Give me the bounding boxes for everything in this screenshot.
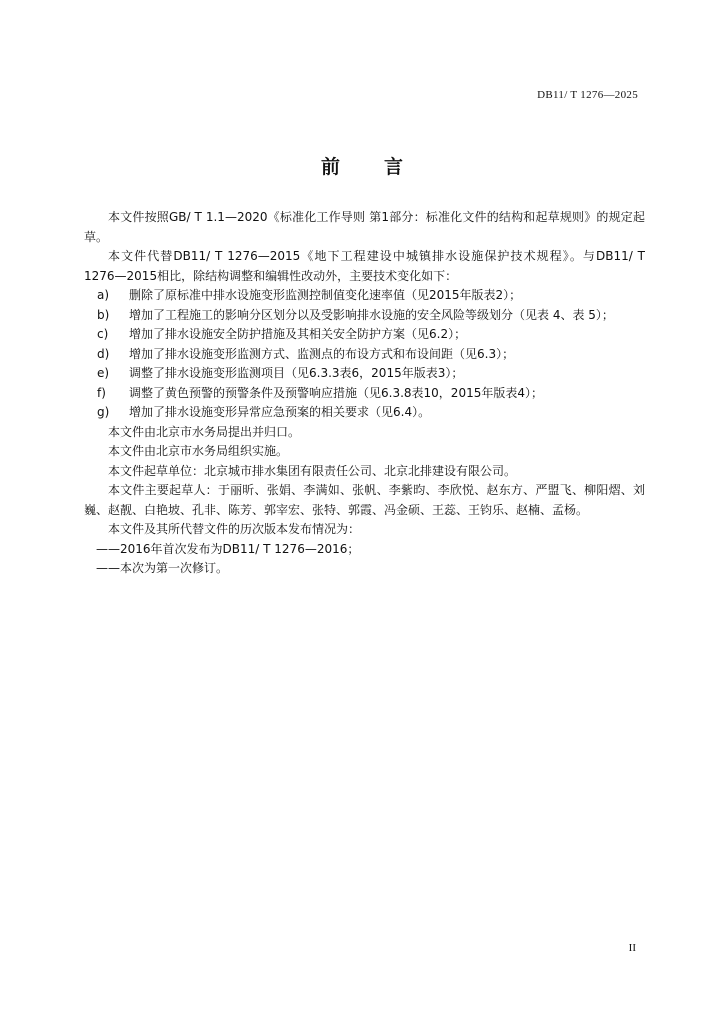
list-item-text: 调整了黄色预警的预警条件及预警响应措施（见6.3.8表10，2015年版表4）；	[129, 385, 543, 400]
history-item: ——本次为第一次修订。	[96, 561, 229, 575]
list-item	[84, 345, 645, 365]
paragraph-proposer: 本文件由北京市水务局提出并归口。	[108, 424, 301, 439]
list-item-label: f)	[97, 385, 106, 400]
page-number: II	[628, 942, 636, 954]
list-item	[84, 364, 645, 384]
list-item-label: g)	[97, 405, 110, 419]
list-item-label: a)	[97, 288, 110, 302]
list-item	[84, 306, 645, 326]
history-item: ——2016年首次发布为DB11/ T 1276—2016；	[96, 541, 360, 556]
paragraph-basis: 本文件按照GB/ T 1.1—2020《标准化工作导则 第1部分：标准化文件的结构和起草规则》的规定起草。	[84, 210, 645, 244]
changes-list	[84, 286, 645, 423]
list-item-text: 增加了排水设施变形异常应急预案的相关要求（见6.4）。	[129, 405, 431, 419]
list-item-text: 增加了工程施工的影响分区划分以及受影响排水设施的安全风险等级划分（见表 4、表 5）；	[129, 307, 614, 322]
list-item-text: 调整了排水设施变形监测项目（见6.3.3表6，2015年版表3）；	[129, 366, 464, 380]
title-char-2: 言	[384, 156, 404, 178]
foreword-body	[84, 208, 645, 579]
list-item-label: d)	[97, 346, 110, 361]
paragraph-replaces: 本文件代替DB11/ T 1276—2015《地下工程建设中城镇排水设施保护技术规程》。与DB11/ T 1276—2015相比，除结构调整和编辑性改动外，主要技术变化如下：	[84, 249, 645, 283]
document-code: DB11/ T 1276—2025	[537, 89, 638, 101]
paragraph-drafters: 本文件主要起草人：于丽昕、张娟、李满如、张帆、李紫昀、李欣悦、赵东方、严盟飞、柳阳熠、刘巍、赵靓、白艳坡、孔非、陈芳、郭宰宏、张特、郭霞、冯金硕、王蕊、王钧乐、赵楠、孟杨。	[84, 483, 645, 517]
list-item	[84, 286, 645, 306]
list-item	[84, 384, 645, 404]
page-title	[0, 152, 724, 179]
paragraph-history-intro: 本文件及其所代替文件的历次版本发布情况为：	[108, 522, 361, 536]
list-item-label: e)	[97, 366, 110, 380]
list-item	[84, 325, 645, 345]
list-item-label: c)	[97, 327, 109, 341]
paragraph-implementer: 本文件由北京市水务局组织实施。	[108, 444, 289, 458]
list-item-label: b)	[97, 307, 110, 322]
list-item-text: 增加了排水设施变形监测方式、监测点的布设方式和布设间距（见6.3）；	[129, 346, 515, 361]
list-item	[84, 403, 645, 423]
list-item-text: 增加了排水设施安全防护措施及其相关安全防护方案（见6.2）；	[129, 327, 467, 341]
paragraph-drafting-units: 本文件起草单位：北京城市排水集团有限责任公司、北京北排建设有限公司。	[108, 463, 517, 478]
list-item-text: 删除了原标准中排水设施变形监测控制值变化速率值（见2015年版表2）；	[129, 288, 522, 302]
title-char-1: 前	[320, 156, 340, 178]
